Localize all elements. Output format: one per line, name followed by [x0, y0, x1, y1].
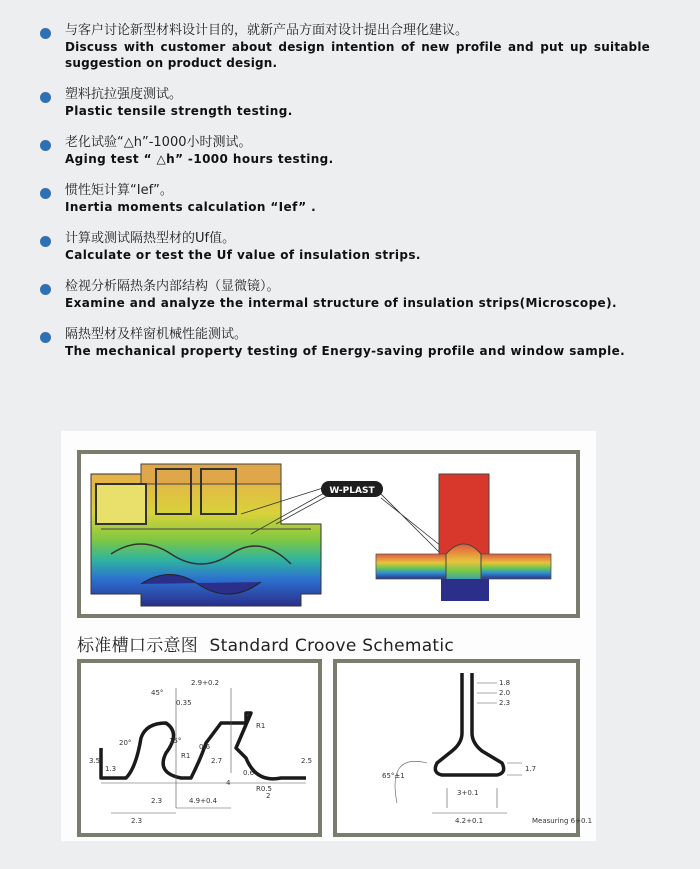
dim-label: 2.3	[131, 817, 143, 825]
right-dimension-drawing	[337, 663, 593, 833]
item-english: Plastic tensile strength testing.	[65, 104, 293, 118]
bullet-icon	[40, 28, 51, 39]
dim-label: 4.2+0.1	[455, 817, 484, 825]
item-chinese: 惯性矩计算“Ief”。	[65, 183, 173, 198]
item-chinese: 隔热型材及样窗机械性能测试。	[65, 327, 248, 342]
dim-label: R0.5	[256, 785, 272, 793]
bullet-icon	[40, 140, 51, 151]
item-english: The mechanical property testing of Energy-saving profile and window sample.	[65, 344, 626, 358]
dim-label: 1.7	[525, 765, 537, 773]
item-english: Calculate or test the Uf value of insulation strips.	[65, 248, 421, 262]
item-english: Inertia moments calculation “Ief” .	[65, 200, 317, 214]
dim-label: 2.3	[151, 797, 163, 805]
bullet-icon	[40, 332, 51, 343]
list-item	[40, 182, 650, 215]
item-english: Discuss with customer about design intention of new profile and put up suitable suggestion on product design.	[65, 40, 650, 70]
groove-schematic-left	[77, 659, 322, 837]
item-chinese: 塑料抗拉强度测试。	[65, 87, 183, 102]
dim-label: 15°	[169, 737, 182, 745]
dim-label: 1.3	[105, 765, 117, 773]
dim-label: 20°	[119, 739, 132, 747]
caption-chinese: 标准槽口示意图	[77, 636, 199, 656]
bullet-icon	[40, 188, 51, 199]
caption-english: Standard Croove Schematic	[209, 636, 455, 656]
dim-label: 2	[266, 792, 271, 800]
dim-label: 2.9+0.2	[191, 679, 220, 687]
groove-schematic-right	[333, 659, 593, 837]
dim-label: R1	[181, 752, 191, 760]
dim-label: 4	[226, 779, 231, 787]
list-item	[40, 134, 650, 167]
left-dimension-drawing	[81, 663, 318, 833]
dim-label: 65°±1	[382, 772, 405, 780]
dim-label: R1	[256, 722, 266, 730]
bullet-icon	[40, 284, 51, 295]
bullet-icon	[40, 236, 51, 247]
item-english: Examine and analyze the intermal structure of insulation strips(Microscope).	[65, 296, 617, 310]
dim-label: 2.3	[499, 699, 511, 707]
dim-label: 0.6	[243, 769, 255, 777]
dim-label: 0.6	[199, 743, 211, 751]
item-chinese: 与客户讨论新型材料设计目的，就新产品方面对设计提出合理化建议。	[65, 23, 469, 38]
item-english: Aging test “ △h” -1000 hours testing.	[65, 152, 334, 166]
list-item	[40, 86, 650, 119]
bullet-icon	[40, 92, 51, 103]
dim-label: 4.9+0.4	[189, 797, 218, 805]
list-item	[40, 326, 650, 359]
figure-panel	[61, 431, 596, 841]
dim-label: 3.5	[89, 757, 101, 765]
list-item	[40, 22, 650, 71]
brand-label: W-PLAST	[329, 486, 375, 496]
item-chinese: 老化试验“△h”-1000小时测试。	[65, 135, 252, 150]
item-chinese: 检视分析隔热条内部结构（显微镜）。	[65, 279, 280, 294]
dim-label: 2.7	[211, 757, 223, 765]
figure-caption	[77, 631, 454, 656]
item-chinese: 计算或测试隔热型材的Uf值。	[65, 231, 236, 246]
dim-label: 3+0.1	[457, 789, 479, 797]
dim-label: Measuring 6+0.1	[532, 817, 593, 825]
dim-label: 0.35	[176, 699, 192, 707]
list-item	[40, 230, 650, 263]
thermal-simulation-image	[81, 454, 576, 614]
dim-label: 2.0	[499, 689, 511, 697]
list-item	[40, 278, 650, 311]
dim-label: 2.5	[301, 757, 313, 765]
dim-label: 1.8	[499, 679, 511, 687]
capability-list	[40, 22, 650, 374]
thermal-simulation-frame	[77, 450, 580, 618]
dim-label: 45°	[151, 689, 164, 697]
